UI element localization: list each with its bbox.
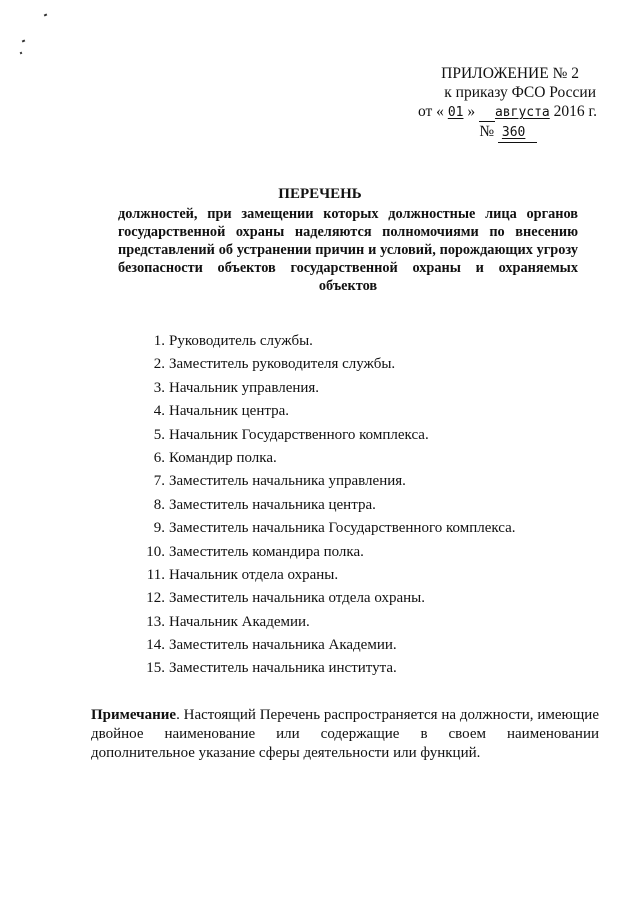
list-item — [128, 587, 568, 610]
number-prefix: № — [479, 123, 495, 140]
date-mid: » — [467, 103, 476, 120]
list-item-text: Начальник отдела охраны. — [169, 566, 339, 583]
list-item-number: 13. — [146, 613, 165, 630]
list-item — [128, 611, 568, 634]
list-item-text: Заместитель начальника центра. — [169, 496, 376, 513]
scan-speck — [20, 52, 23, 55]
list-item — [128, 564, 568, 587]
appendix-header — [367, 64, 597, 143]
list-item-text: Начальник центра. — [169, 403, 289, 420]
list-item — [128, 470, 568, 493]
list-item — [128, 377, 568, 400]
list-item-text: Начальник Академии. — [169, 613, 310, 630]
list-item-number: 8. — [153, 496, 165, 513]
date-prefix: от « — [417, 103, 444, 120]
document-title: ПЕРЕЧЕНЬ — [278, 186, 362, 202]
note-text: . Настоящий Перечень распространяется на должности, имеющие двойное наименование или содержащие в своем наименовании дополнительное указание сферы деятельности или функций. — [91, 707, 599, 761]
list-item-number: 11. — [146, 566, 165, 583]
document-heading: должностей, при замещении которых должностные лица органов государственной охраны наделяются полномочиями по внесению представлений об устранении причин и условий, порождающих угрозу безопасности объектов государственной охраны и охраняемых объектов — [118, 206, 578, 294]
date-month: августа — [494, 105, 550, 120]
number-value: 360 — [501, 125, 526, 140]
date-underline-gap — [479, 102, 495, 122]
scan-speck — [44, 13, 48, 16]
list-item-number: 7. — [153, 473, 165, 490]
list-item-text: Начальник Государственного комплекса. — [169, 426, 429, 443]
date-day: 01 — [447, 105, 464, 120]
list-item-number: 1. — [153, 333, 165, 349]
list-item-number: 4. — [153, 403, 165, 420]
note-label: Примечание — [91, 707, 177, 723]
list-item-number: 10. — [146, 543, 165, 560]
list-item-number: 5. — [153, 426, 165, 443]
note-paragraph — [91, 706, 599, 763]
list-item-text: Заместитель начальника Государственного комплекса. — [169, 520, 516, 537]
list-item — [128, 541, 568, 564]
appendix-date — [367, 102, 597, 122]
list-item-text: Начальник управления. — [169, 379, 320, 396]
list-item-text: Заместитель руководителя службы. — [169, 356, 396, 373]
list-item-number: 9. — [153, 520, 165, 537]
list-item-text: Руководитель службы. — [169, 333, 313, 349]
list-item-number: 12. — [146, 590, 165, 607]
list-item-text: Заместитель командира полка. — [169, 543, 364, 560]
date-year: 2016 г. — [553, 103, 597, 120]
list-item — [128, 447, 568, 470]
list-item-number: 3. — [153, 379, 165, 396]
list-item — [128, 353, 568, 376]
list-item — [128, 657, 568, 680]
appendix-number — [367, 122, 597, 143]
appendix-order-ref: к приказу ФСО России — [444, 84, 596, 101]
list-item — [128, 634, 568, 657]
list-item-text: Заместитель начальника института. — [169, 660, 397, 677]
number-underline — [498, 122, 537, 143]
list-item — [128, 424, 568, 447]
list-item-number: 15. — [146, 660, 165, 677]
scan-speck — [22, 39, 26, 42]
appendix-title: ПРИЛОЖЕНИЕ № 2 — [441, 65, 579, 82]
list-item — [128, 517, 568, 540]
list-item-text: Заместитель начальника Академии. — [169, 637, 397, 654]
list-item-number: 6. — [153, 449, 165, 466]
list-item-text: Заместитель начальника управления. — [169, 473, 406, 490]
list-item-number: 14. — [146, 637, 165, 654]
list-item — [128, 400, 568, 423]
list-item-text: Командир полка. — [169, 449, 277, 466]
list-item — [128, 494, 568, 517]
positions-list — [128, 330, 568, 681]
list-item-text: Заместитель начальника отдела охраны. — [169, 590, 425, 607]
list-item — [128, 330, 568, 353]
list-item-number: 2. — [153, 356, 165, 373]
